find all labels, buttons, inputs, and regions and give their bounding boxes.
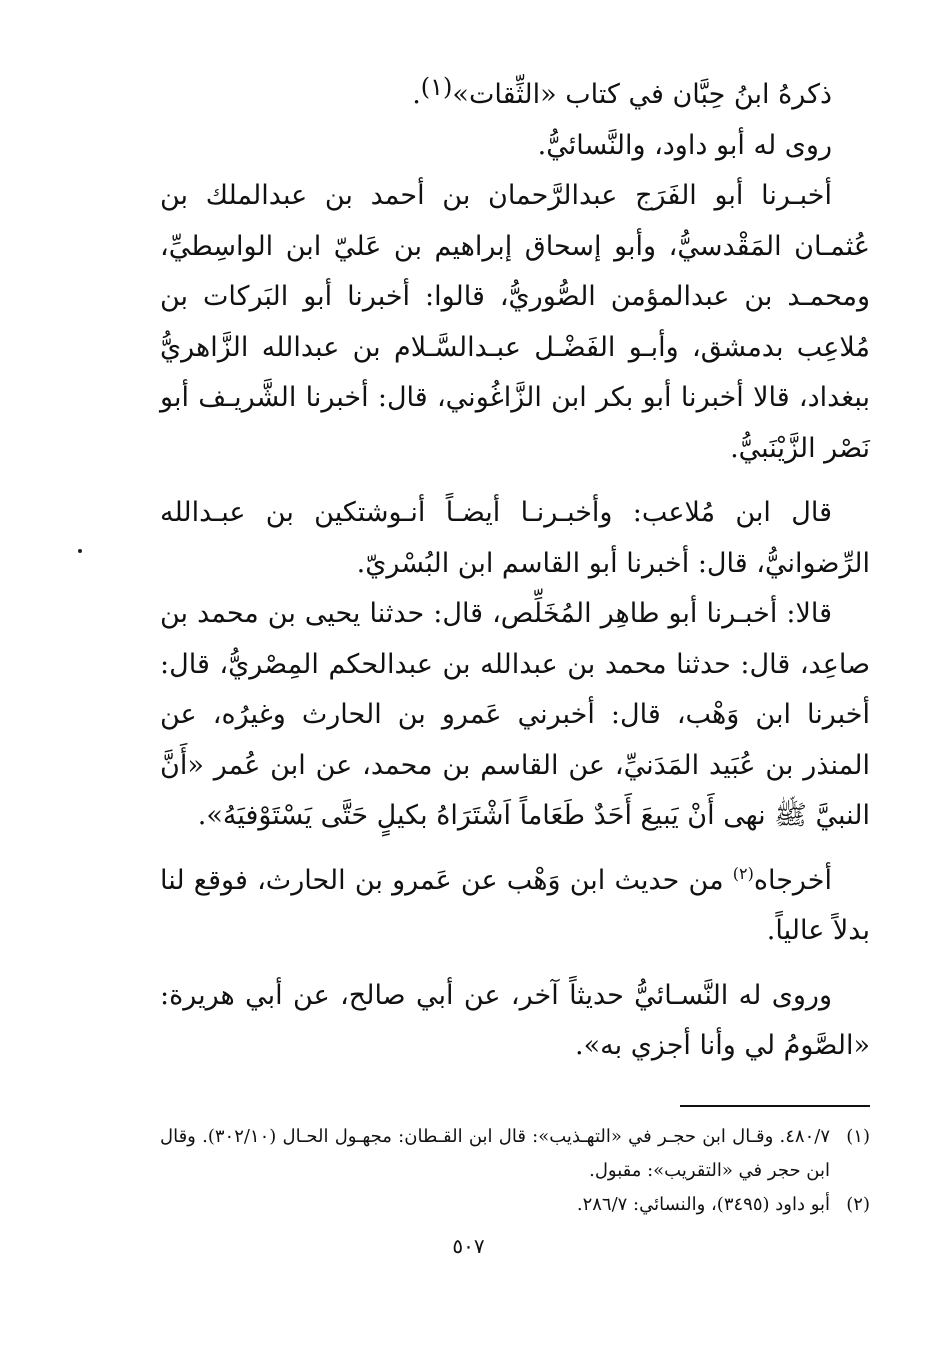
- footnote-ref-1[interactable]: (١): [420, 73, 453, 101]
- paragraph-1: ذكرهُ ابنُ حِبَّان في كتاب «الثِّقات»(١).: [412, 73, 832, 110]
- paragraph-6-rest: من حديث ابن وَهْب عن عَمرو بن الحارث، فوقع لنا بدلاً عالياً.: [160, 864, 870, 946]
- footnote-separator: [680, 1105, 870, 1107]
- paragraph-6-lead: أخرجاه: [753, 864, 832, 896]
- paragraph-7: وروى له النَّسـائيُّ حديثاً آخر، عن أبي صالح، عن أبي هريرة: «الصَّومُ لي وأنا أجزي به».: [160, 979, 870, 1061]
- main-text: [160, 70, 870, 1072]
- footnote-2-text: أبو داود (٣٤٩٥)، والنسائي: ٢٨٦/٧.: [576, 1194, 830, 1215]
- paragraph-5: قالا: أخبـرنا أبو طاهِر المُخَلِّص، قال: حدثنا يحيى بن محمد بن صاعِد، قال: حدثنا محمد بن عبدالله بن عبدالحكم المِصْريُّ، قال: أخبرنا ابن وَهْب، قال: أخبرني عَمرو بن الحارث وغيرُه، عن المنذر بن عُبَيد المَدَنيِّ، عن القاسم بن محمد، عن ابن عُمر «أَنَّ النبيَّ ﷺ نهى أَنْ يَبيعَ أَحَدٌ طَعَاماً اَشْتَرَاهُ بكيلٍ حَتَّى يَسْتَوْفيَهُ».: [160, 598, 870, 831]
- paragraph-1-text: ذكرهُ ابنُ حِبَّان في كتاب «الثِّقات»: [452, 79, 832, 110]
- footnote-ref-2[interactable]: (٢): [732, 863, 754, 883]
- footnote-1-text: ٤٨٠/٧. وقـال ابن حجـر في «التهـذيب»: قال ابن القـطان: مجهـول الحـال (٣٠٢/١٠). وقال ابن حجر في «التقريب»: مقبول.: [160, 1126, 830, 1181]
- paragraph-3: أخبـرنا أبو الفَرَج عبدالرَّحمان بن أحمد بن عبدالملك بن عُثمـان المَقْدسيُّ، وأبو إسحاق إبراهيم بن عَليّ ابن الواسِطيِّ، ومحمـد بن عبدالمؤمن الصُّوريُّ، قالوا: أخبرنا أبو البَركات بن مُلاعِب بدمشق، وأبـو الفَضْـل عبـدالسَّـلام بن عبدالله الزَّاهريُّ ببغداد، قالا أخبرنا أبو بكر ابن الزَّاغُوني، قال: أخبرنا الشَّريـف أبو نَصْر الزَّيْنَبيُّ.: [160, 180, 870, 464]
- footnote-1-number: (١): [846, 1126, 870, 1147]
- paragraph-6: [160, 856, 870, 957]
- paragraph-4: قال ابن مُلاعب: وأخبـرنـا أيضـاً أنـوشتكين بن عبـدالله الرِّضوانيُّ، قال: أخبرنا أبو القاسم ابن البُسْريّ.: [160, 497, 870, 579]
- stray-dot: [78, 549, 82, 553]
- page-number: ٥٠٧: [452, 1234, 485, 1258]
- footnote-2-number: (٢): [846, 1194, 870, 1215]
- paragraph-2: روى له أبو داود، والنَّسائيُّ.: [537, 129, 832, 161]
- footnotes: [160, 1120, 870, 1222]
- footnote-2: [160, 1188, 870, 1222]
- footnote-1: [160, 1120, 870, 1188]
